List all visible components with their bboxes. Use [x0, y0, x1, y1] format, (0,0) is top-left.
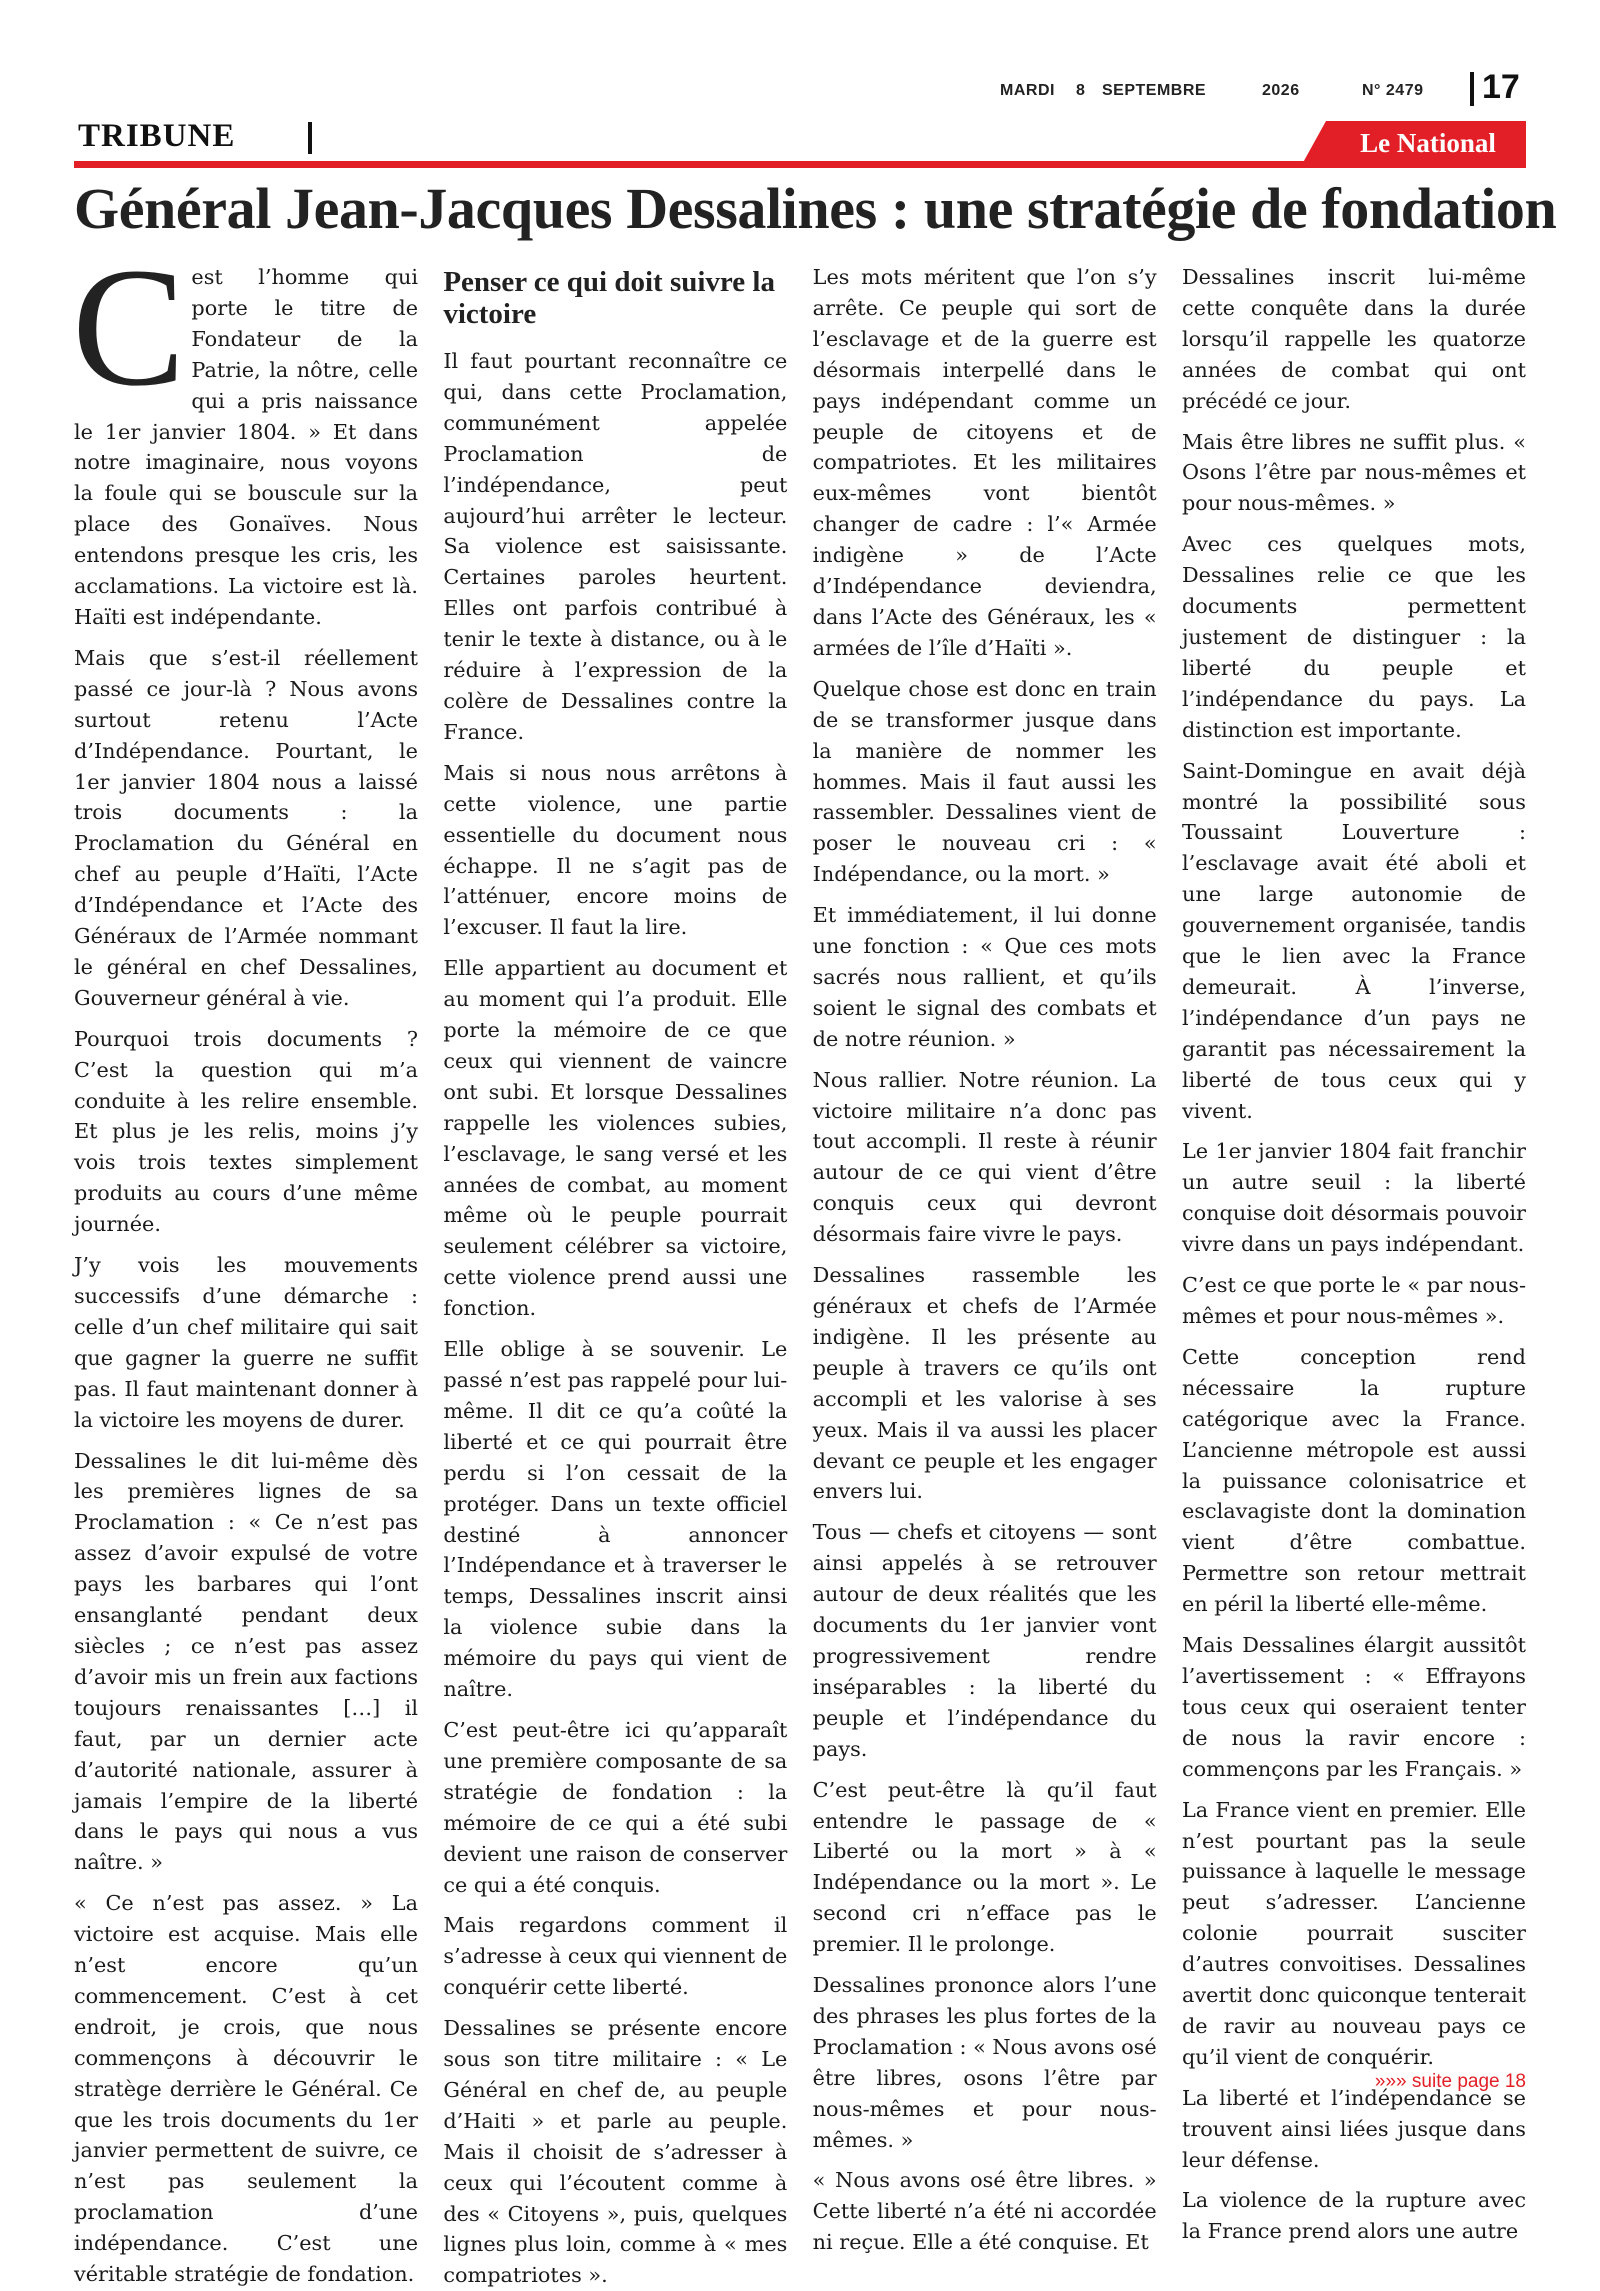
paragraph: Mais si nous nous arrêtons à cette violence, une partie essentielle du document nous échappe. Il ne s’agit pas de l’atténuer, encore moins de l’excuser. Il faut la lire. [443, 760, 788, 940]
paragraph: Mais que s’est-il réellement passé ce jour-là ? Nous avons surtout retenu l’Acte d’Indépendance. Pourtant, le 1er janvier 1804 nous a laissé trois documents : la Proclamation du Général en chef au peuple d’Haïti, l’Acte d’Indépendance et l’Acte des Généraux de l’Armée nommant le général en chef Dessalines, Gouverneur général à vie. [74, 645, 418, 1010]
paragraph: Mais Dessalines élargit aussitôt l’avertissement : « Effrayons tous ceux qui oseraient tenter de nous la ravir encore : commençons par les Français. » [1181, 1633, 1526, 1781]
paragraph: J’y vois les mouvements successifs d’une démarche : celle d’un chef militaire qui sait que gagner la guerre ne suffit pas. Il faut maintenant donner à la victoire les moyens de durer. [74, 1253, 418, 1432]
paragraph: Mais être libres ne suffit plus. « Osons l’être par nous-mêmes et pour nous-mêmes. » [1181, 429, 1526, 516]
paragraph: Elle appartient au document et au moment qui l’a produit. Elle porte la mémoire de ce que ceux qui viennent de vaincre ont subi. Et lorsque Dessalines rappelle les violences subies, l’esclavage, le sang versé et les années de combat, au moment même où le peuple pourrait seulement célébrer sa victoire, cette violence prend aussi une fonction. [443, 956, 788, 1321]
paragraph: Nous rallier. Notre réunion. La victoire militaire n’a donc pas tout accompli. Il reste à réunir autour de ce qui vient d’être conquis ceux qui devront désormais faire vivre le pays. [812, 1067, 1157, 1247]
section-divider [308, 122, 312, 154]
paragraph: Elle oblige à se souvenir. Le passé n’est pas rappelé pour lui-même. Il dit ce qu’a coûté la liberté et ce qui pourrait être perdu si l’on cessait de la protéger. Dans un texte officiel destiné à annoncer l’Indépendance et à traverser le temps, Dessalines inscrit ainsi la violence subie dans la mémoire du pays qui vient de naître. [443, 1337, 788, 1702]
paragraph: Quelque chose est donc en train de se transformer jusque dans la manière de nommer les hommes. Mais il faut aussi les rassembler. Dessalines vient de poser le nouveau cri : « Indépendance, ou la mort. » [812, 676, 1157, 887]
paragraph: La liberté et l’indépendance se trouvent ainsi liées jusque dans leur défense. [1181, 2085, 1526, 2172]
issue-day: MARDI [1000, 82, 1055, 99]
paragraph: Les mots méritent que l’on s’y arrête. Ce peuple qui sort de l’esclavage et de la guerre est désormais interpellé dans le pays indépendant comme un peuple de citoyens et de compatriotes. Et les militaires eux-mêmes vont bientôt changer de cadre : l’« Armée indigène » de l’Acte d’Indépendance deviendra, dans l’Acte des Généraux, les « armées de l’île d’Haïti ». [812, 265, 1157, 660]
issue-date: 8 [1076, 82, 1086, 99]
continuation-link[interactable]: »»» suite page 18 [1374, 2071, 1526, 2092]
paragraph: Dessalines inscrit lui-même cette conquête dans la durée lorsqu’il rappelle les quatorze années de combat qui ont précédé ce jour. [1181, 265, 1526, 413]
paragraph: Cette conception rend nécessaire la rupture catégorique avec la France. L’ancienne métropole est aussi la puissance colonisatrice et esclavagiste dont la domination vient d’être combattue. Permettre son retour mettrait en péril la liberté elle-même. [1181, 1344, 1526, 1617]
paragraph: C’est peut-être ici qu’apparaît une première composante de sa stratégie de fondation : la mémoire de ce qui a été subi devient une raison de conserver ce qui a été conquis. [443, 1717, 788, 1897]
paragraph: Tous — chefs et citoyens — sont ainsi appelés à se retrouver autour de deux réalités que les documents du 1er janvier vont progressivement rendre inséparables : la liberté du peuple et l’indépendance du pays. [812, 1520, 1157, 1761]
paragraph: C’est ce que porte le « par nous-mêmes et pour nous-mêmes ». [1181, 1273, 1526, 1328]
paragraph: Dessalines rassemble les généraux et chefs de l’Armée indigène. Il les présente au peuple à travers ce qu’ils ont accompli et les valorise à ses yeux. Mais il va aussi les placer devant ce peuple et les engager envers lui. [812, 1263, 1157, 1504]
paragraph: Cest l’homme qui porte le titre de Fondateur de la Patrie, la nôtre, celle qui a pris naissance le 1er janvier 1804. » Et dans notre imaginaire, nous voyons la foule qui se bouscule sur la place des Gonaïves. Nous entendons presque les cris, les acclamations. La victoire est là. Haïti est indépendante. [72, 233, 418, 629]
paragraph: Avec ces quelques mots, Dessalines relie ce que les documents permettent justement de distinguer : la liberté du peuple et l’indépendance du pays. La distinction est importante. [1181, 532, 1526, 742]
paragraph: La France vient en premier. Elle n’est pourtant pas la seule puissance à laquelle le message peut s’adresser. L’ancienne colonie pourrait susciter d’autres convoitises. Dessalines avertit donc quiconque tenterait de ravir au nouveau pays ce qu’il vient de conquérir. [1181, 1797, 1526, 2069]
paragraph: Pourquoi trois documents ? C’est la question qui m’a conduite à les relire ensemble. Et plus je les relis, moins j’y vois trois textes simplement produits au cours d’une même journée. [74, 1026, 418, 1237]
header-divider [1470, 72, 1474, 106]
paragraph: Le 1er janvier 1804 fait franchir un autre seuil : la liberté conquise doit désormais pouvoir vivre dans un pays indépendant. [1181, 1139, 1526, 1257]
paragraph: Il faut pourtant reconnaître ce qui, dans cette Proclamation, communément appelée Proclamation de l’indépendance, peut aujourd’hui arrêter le lecteur. Sa violence est saisissante. Certaines paroles heurtent. Elles ont parfois contribué à tenir le texte à distance, ou à le réduire à l’expression de la colère de Dessalines contre la France. [443, 349, 788, 744]
paragraph: C’est peut-être là qu’il faut entendre le passage de « Liberté ou la mort » à « Indépendance ou la mort ». Le second cri n’efface pas le premier. Il le prolonge. [812, 1777, 1157, 1957]
column-1 [72, 233, 418, 2287]
column-3 [812, 262, 1157, 2255]
issue-year: 2026 [1262, 82, 1300, 99]
issue-number: N° 2479 [1362, 82, 1424, 99]
section-label: TRIBUNE [78, 118, 236, 154]
paper-name: Le National [1360, 128, 1496, 158]
paragraph: La violence de la rupture avec la France prend alors une autre [1181, 2188, 1526, 2244]
article-subheading: Penser ce qui doit suivre la victoire [443, 266, 775, 330]
paragraph: Dessalines le dit lui-même dès les premières lignes de sa Proclamation : « Ce n’est pas assez d’avoir expulsé de votre pays les barbares qui l’ont ensanglanté pendant deux siècles ; ce n’est pas assez d’avoir mis un frein aux factions toujours renaissantes […] il faut, par un dernier acte d’autorité nationale, assurer à jamais l’empire de la liberté dans le pays qui nous a vus naître. » [74, 1448, 418, 1875]
drop-cap: C [72, 233, 186, 421]
paragraph: Mais regardons comment il s’adresse à ceux qui viennent de conquérir cette liberté. [443, 1913, 788, 2000]
column-2 [443, 262, 788, 2288]
paragraph: « Ce n’est pas assez. » La victoire est acquise. Mais elle n’est encore qu’un commencement. C’est à cet endroit, je crois, que nous commençons à découvrir le stratège derrière le Général. Ce que les trois documents du 1er janvier permettent de suivre, ce n’est pas seulement la proclamation d’une indépendance. C’est une véritable stratégie de fondation. [74, 1891, 418, 2287]
paragraph: « Nous avons osé être libres. » Cette liberté n’a été ni accordée ni reçue. Elle a été conquise. Et [812, 2168, 1157, 2255]
paragraph: Et immédiatement, il lui donne une fonction : « Que ces mots sacrés nous rallient, et qu’ils soient le signal des combats et de notre réunion. » [812, 903, 1157, 1051]
issue-month: SEPTEMBRE [1102, 82, 1207, 99]
article-title: Général Jean-Jacques Dessalines : une stratégie de fondation [74, 176, 1557, 241]
page-number: 17 [1482, 68, 1520, 106]
paragraph: Dessalines prononce alors l’une des phrases les plus fortes de la Proclamation : « Nous avons osé être libres, osons l’être par nous-mêmes et pour nous-mêmes. » [812, 1973, 1157, 2152]
paragraph: Dessalines se présente encore sous son titre militaire : « Le Général en chef de, au peuple d’Haiti » et parle au peuple. Mais il choisit de s’adresser à ceux qui l’écoutent comme à des « Citoyens », puis, quelques lignes plus loin, comme à « mes compatriotes ». [443, 2016, 788, 2288]
paragraph: Saint-Domingue en avait déjà montré la possibilité sous Toussaint Louverture : l’esclavage avait été aboli et une large autonomie de gouvernement organisée, tandis que le lien avec la France demeurait. À l’inverse, l’indépendance d’un pays ne garantit pas nécessairement la liberté de tous ceux qui y vivent. [1181, 758, 1526, 1123]
